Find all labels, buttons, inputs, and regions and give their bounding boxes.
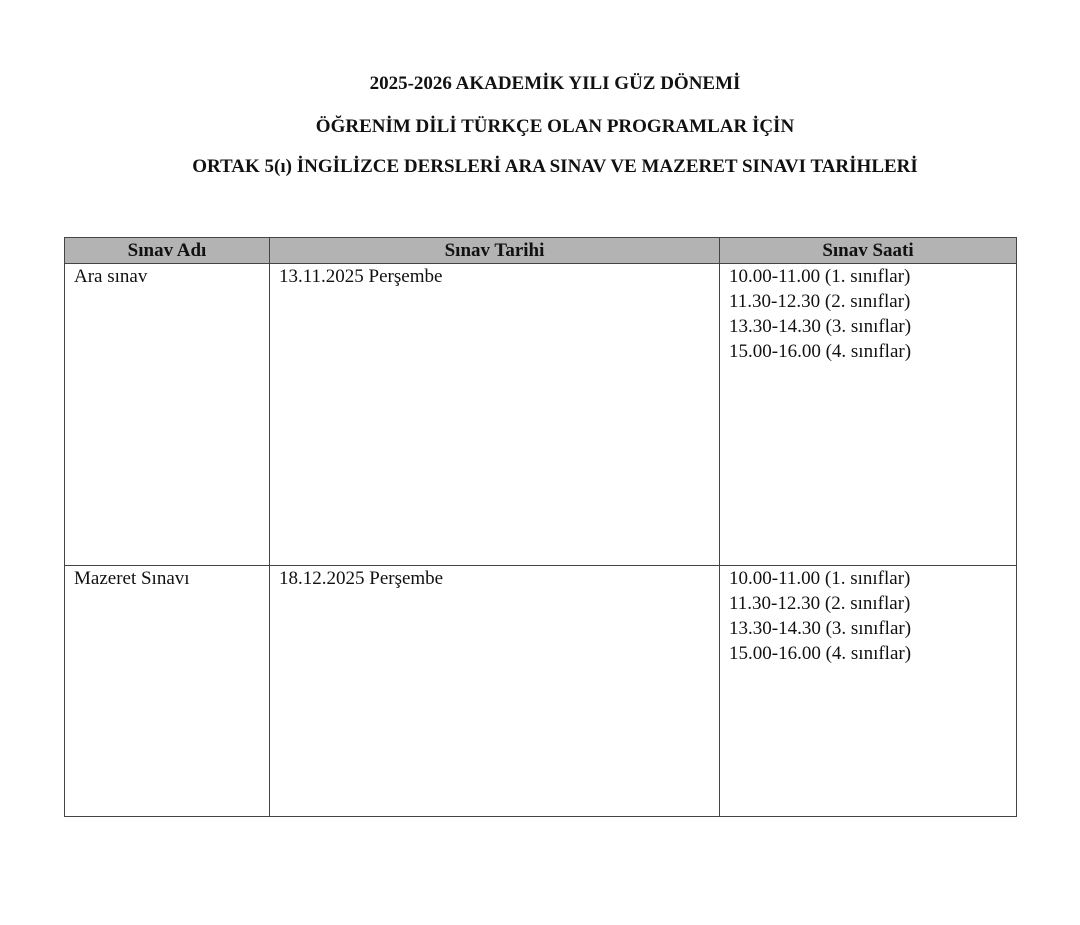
exam-time-slot: 15.00-16.00 (4. sınıflar)	[729, 341, 912, 362]
exam-time-slot: 11.30-12.30 (2. sınıflar)	[729, 291, 911, 312]
document-title-line-3: ORTAK 5(ı) İNGİLİZCE DERSLERİ ARA SINAV VE MAZERET SINAVI TARİHLERİ	[192, 156, 918, 177]
column-header-exam-name: Sınav Adı	[65, 238, 270, 264]
exam-name-cell: Mazeret Sınavı	[65, 566, 270, 817]
table-row	[65, 566, 1017, 817]
exam-date-cell: 18.12.2025 Perşembe	[270, 566, 720, 817]
table-header-row	[65, 238, 1017, 264]
exam-time-slot: 11.30-12.30 (2. sınıflar)	[729, 593, 911, 614]
exam-time-slot: 10.00-11.00 (1. sınıflar)	[729, 568, 911, 589]
exam-time-slot: 13.30-14.30 (3. sınıflar)	[729, 316, 912, 337]
table-row	[65, 264, 1017, 566]
exam-time-slot: 15.00-16.00 (4. sınıflar)	[729, 643, 912, 664]
exam-time-slot: 13.30-14.30 (3. sınıflar)	[729, 618, 912, 639]
document-title-line-1: 2025-2026 AKADEMİK YILI GÜZ DÖNEMİ	[369, 73, 741, 94]
column-header-exam-date: Sınav Tarihi	[270, 238, 720, 264]
document-title-line-2: ÖĞRENİM DİLİ TÜRKÇE OLAN PROGRAMLAR İÇİN	[315, 116, 795, 137]
exam-time-slot: 10.00-11.00 (1. sınıflar)	[729, 266, 911, 287]
exam-date-cell: 13.11.2025 Perşembe	[270, 264, 720, 566]
exam-time-cell	[720, 264, 1017, 566]
exam-name-cell: Ara sınav	[65, 264, 270, 566]
exam-schedule-table	[64, 237, 1017, 817]
exam-time-cell	[720, 566, 1017, 817]
column-header-exam-time: Sınav Saati	[720, 238, 1017, 264]
